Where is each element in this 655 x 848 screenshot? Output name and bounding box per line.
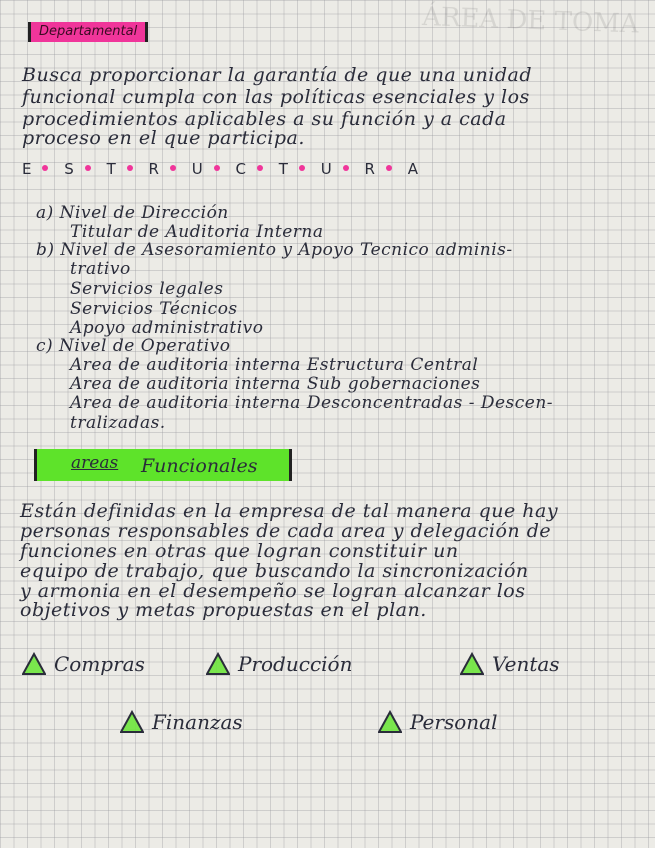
areas-line: Están definidas en la empresa de tal manera que hay: [20, 500, 559, 522]
structure-letter: R: [148, 160, 165, 178]
areas-line: y armonia en el desempeño se logran alcanzar los: [20, 580, 526, 602]
area-label: Compras: [54, 652, 145, 676]
level-item: Servicios legales: [70, 279, 224, 299]
department-tag: Departamental: [28, 22, 148, 42]
level-item: Servicios Técnicos: [70, 299, 238, 319]
structure-letter: U: [320, 160, 338, 178]
level-item: trativo: [70, 259, 131, 279]
level-item: tralizadas.: [70, 413, 166, 433]
area-personal: [378, 710, 497, 734]
areas-line: funciones en otras que logran constituir un: [20, 540, 459, 562]
structure-letter: U: [191, 160, 209, 178]
triangle-icon: [206, 652, 230, 676]
structure-heading: [20, 160, 426, 178]
area-finanzas: [120, 710, 243, 734]
intro-line: Busca proporcionar la garantía de que una unidad: [22, 64, 533, 86]
structure-letter: A: [407, 160, 424, 178]
structure-letter: T: [106, 160, 122, 178]
area-label: Finanzas: [152, 710, 243, 734]
level-heading: a) Nivel de Dirección: [36, 203, 229, 223]
area-produccion: [206, 652, 352, 676]
pink-dot: [214, 165, 220, 171]
area-label: Producción: [238, 652, 353, 676]
areas-line: personas responsables de cada area y delegación de: [20, 520, 552, 542]
areas-line: equipo de trabajo, que buscando la sincronización: [20, 560, 529, 582]
level-item: Area de auditoria interna Estructura Central: [70, 355, 479, 375]
level-item: Apoyo administrativo: [70, 318, 264, 338]
pink-dot: [343, 165, 349, 171]
structure-letter: C: [235, 160, 252, 178]
areas-banner: [34, 449, 292, 481]
pink-dot: [85, 165, 91, 171]
level-item: Area de auditoria interna Desconcentradas - Descen-: [70, 393, 554, 413]
level-heading: c) Nivel de Operativo: [36, 336, 231, 356]
area-compras: [22, 652, 145, 676]
intro-line: funcional cumpla con las políticas esenciales y los: [22, 86, 530, 108]
level-item: Area de auditoria interna Sub gobernaciones: [70, 374, 481, 394]
level-heading: b) Nivel de Asesoramiento y Apoyo Tecnico adminis-: [36, 240, 513, 260]
triangle-icon: [460, 652, 484, 676]
pink-dot: [299, 165, 305, 171]
area-label: Personal: [410, 710, 498, 734]
level-item: Titular de Auditoria Interna: [70, 222, 324, 242]
intro-line: procedimientos aplicables a su función y a cada: [22, 108, 507, 130]
pink-dot: [170, 165, 176, 171]
structure-letter: R: [364, 160, 381, 178]
pink-dot: [127, 165, 133, 171]
banner-word-areas: areas: [71, 453, 119, 473]
area-label: Ventas: [492, 652, 560, 676]
intro-line: proceso en el que participa.: [22, 127, 305, 149]
bleed-through-text: ÁREA DE TOMA: [421, 2, 640, 40]
triangle-icon: [120, 710, 144, 734]
structure-letter: E: [22, 160, 38, 178]
structure-letter: T: [278, 160, 294, 178]
pink-dot: [42, 165, 48, 171]
triangle-icon: [22, 652, 46, 676]
triangle-icon: [378, 710, 402, 734]
pink-dot: [257, 165, 263, 171]
structure-letter: S: [64, 160, 80, 178]
area-ventas: [460, 652, 560, 676]
areas-line: objetivos y metas propuestas en el plan.: [20, 599, 427, 621]
pink-dot: [386, 165, 392, 171]
banner-word-funcionales: Funcionales: [141, 455, 258, 477]
